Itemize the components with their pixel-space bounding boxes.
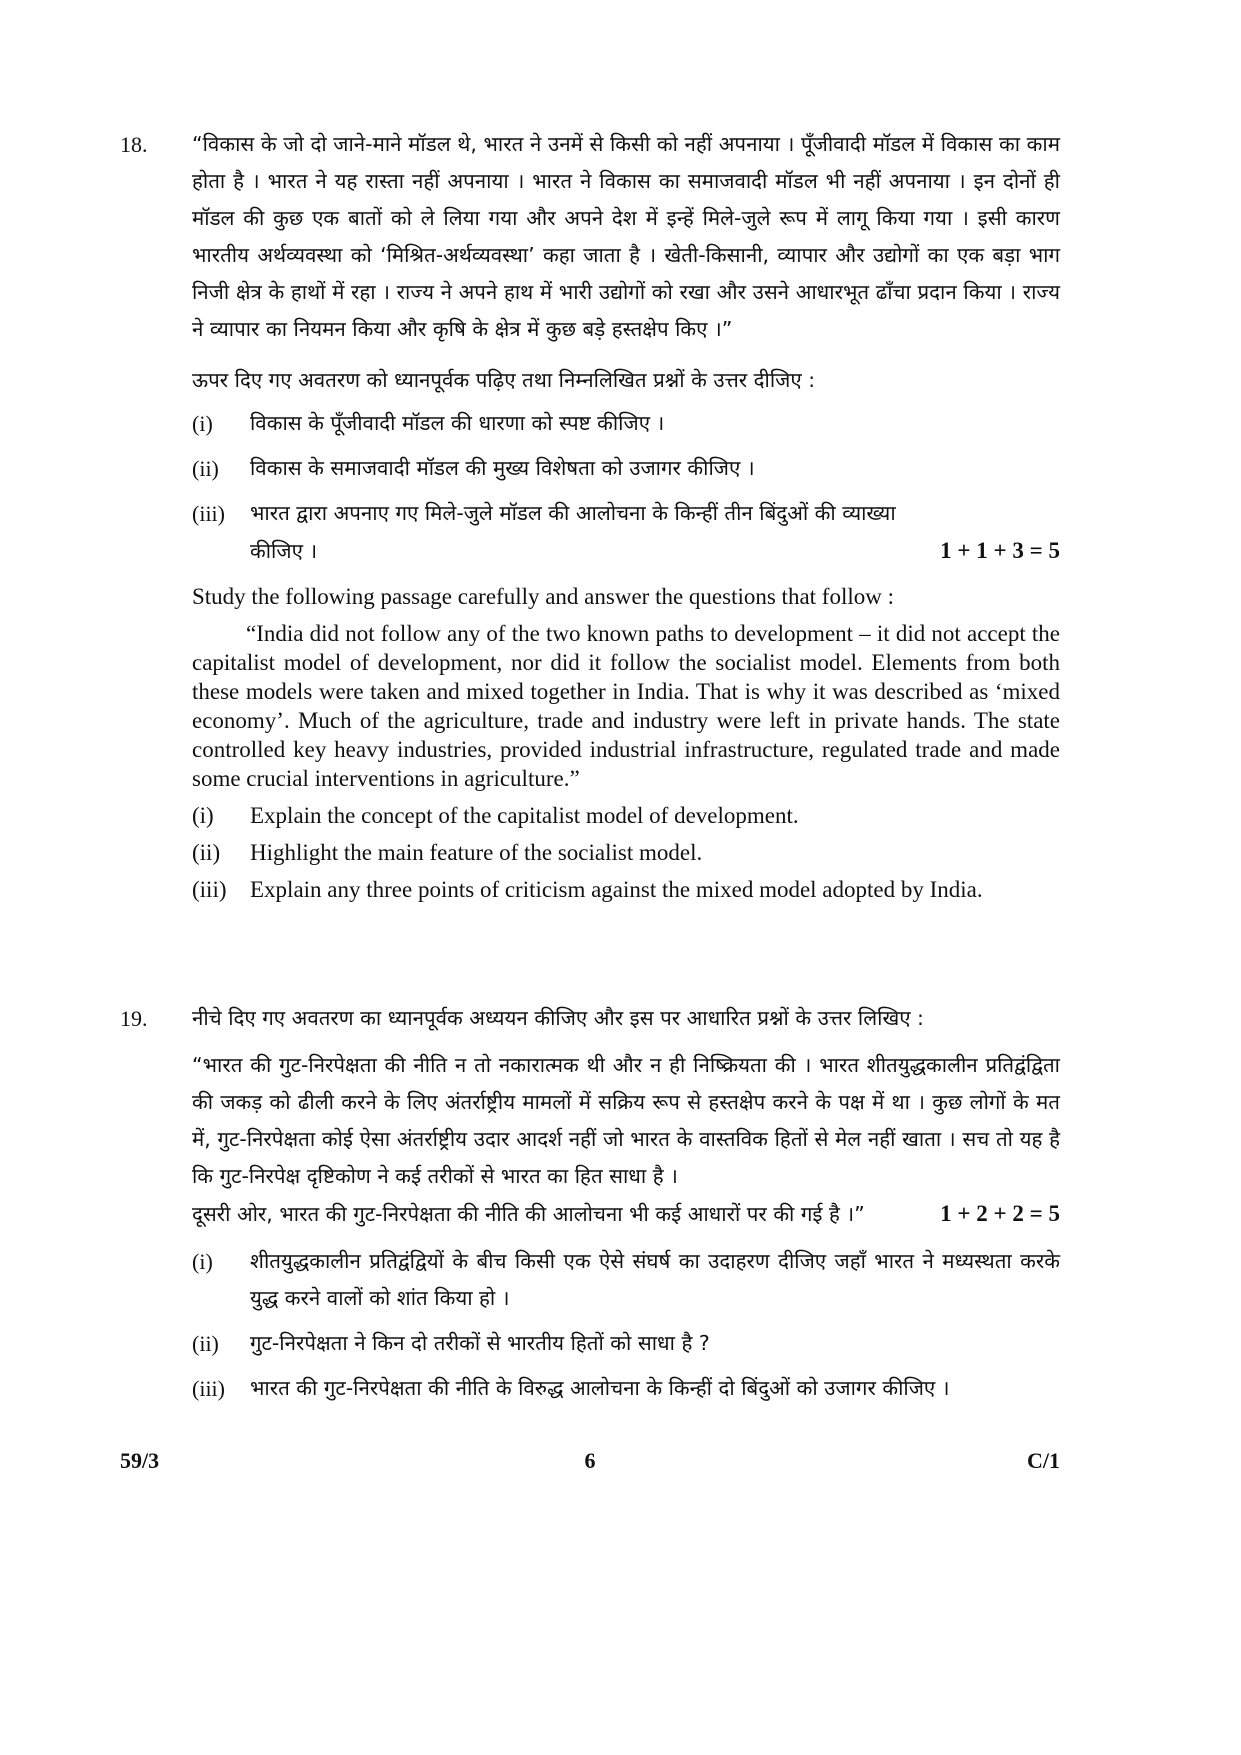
english-subquestion: [192, 838, 1060, 867]
subquestion-number: (iii): [192, 501, 225, 526]
marks-allocation: 1 + 1 + 3 = 5: [940, 538, 1060, 563]
subquestion-number: (i): [192, 803, 214, 828]
subquestion-text: शीतयुद्धकालीन प्रतिद्वंद्वियों के बीच किसी एक ऐसे संघर्ष का उदाहरण दीजिए जहाँ भारत ने मध्यस्थता करके युद्ध करने वालों को शांत किया हो ।: [250, 1249, 1060, 1310]
paper-code: 59/3: [120, 1448, 160, 1473]
subquestion-text: विकास के पूँजीवादी मॉडल की धारणा को स्पष्ट कीजिए ।: [250, 411, 665, 435]
page-footer: [120, 1448, 1060, 1478]
subquestion-text: भारत द्वारा अपनाए गए मिले-जुले मॉडल की आलोचना के किन्हीं तीन बिंदुओं की व्याख्या: [250, 501, 896, 525]
hindi-subquestion: [192, 450, 1060, 487]
question-19: [120, 1000, 1060, 1407]
subquestion-number: (ii): [192, 1331, 219, 1356]
hindi-passage-end: दूसरी ओर, भारत की गुट-निरपेक्षता की नीति की आलोचना भी कई आधारों पर की गई है ।”: [192, 1202, 865, 1226]
subquestion-number: (iii): [192, 1376, 225, 1401]
subquestion-number: (i): [192, 411, 213, 436]
hindi-subquestion: [192, 1243, 1060, 1317]
subquestion-text: Explain the concept of the capitalist model of development.: [250, 803, 799, 828]
hindi-passage: “भारत की गुट-निरपेक्षता की नीति न तो नकारात्मक थी और न ही निष्क्रियता की । भारत शीतयुद्धकालीन प्रतिद्वंद्विता की जकड़ को ढीली करने के लिए अंतर्राष्ट्रीय मामलों में सक्रिय रूप से हस्तक्षेप करने के पक्ष में था । कुछ लोगों के मत में, गुट-निरपेक्षता कोई ऐसा अंतर्राष्ट्रीय उदार आदर्श नहीं जो भारत के वास्तविक हितों से मेल नहीं खाता । सच तो यह है कि गुट-निरपेक्ष दृष्टिकोण ने कई तरीकों से भारत का हित साधा है ।: [192, 1053, 1060, 1188]
english-subquestion: [192, 875, 1060, 904]
hindi-subquestion: [192, 1325, 1060, 1362]
hindi-subquestion: [192, 405, 1060, 442]
subquestion-number: (i): [192, 1249, 213, 1274]
english-passage: “India did not follow any of the two known paths to development – it did not accept the capitalist model of development, nor did it follow the socialist model. Elements from both these models were taken and mixed together in India. That is why it was described as ‘mixed economy’. Much of the agriculture, trade and industry were left in private hands. The state controlled key heavy industries, provided industrial infrastructure, regulated trade and made some crucial interventions in agriculture.”: [192, 621, 1060, 791]
hindi-subquestion: [192, 495, 1060, 570]
subquestion-text: गुट-निरपेक्षता ने किन दो तरीकों से भारतीय हितों को साधा है ?: [250, 1331, 710, 1355]
question-number: 18.: [120, 132, 148, 157]
subquestion-text: विकास के समाजवादी मॉडल की मुख्य विशेषता को उजागर कीजिए ।: [250, 456, 755, 480]
english-subquestion: [192, 801, 1060, 830]
subquestion-text: भारत की गुट-निरपेक्षता की नीति के विरुद्ध आलोचना के किन्हीं दो बिंदुओं को उजागर कीजिए ।: [250, 1376, 950, 1400]
english-instruction: Study the following passage carefully and answer the questions that follow :: [192, 584, 894, 609]
question-number: 19.: [120, 1006, 148, 1031]
hindi-instruction: ऊपर दिए गए अवतरण को ध्यानपूर्वक पढ़िए तथा निम्नलिखित प्रश्नों के उत्तर दीजिए :: [192, 368, 816, 392]
marks-allocation: 1 + 2 + 2 = 5: [940, 1201, 1060, 1226]
hindi-instruction: नीचे दिए गए अवतरण का ध्यानपूर्वक अध्ययन कीजिए और इस पर आधारित प्रश्नों के उत्तर लिखिए :: [192, 1006, 924, 1030]
set-code: C/1: [1027, 1448, 1060, 1473]
hindi-passage: “विकास के जो दो जाने-माने मॉडल थे, भारत ने उनमें से किसी को नहीं अपनाया । पूँजीवादी मॉडल में विकास का काम होता है । भारत ने यह रास्ता नहीं अपनाया । भारत ने विकास का समाजवादी मॉडल भी नहीं अपनाया । इन दोनों ही मॉडल की कुछ एक बातों को ले लिया गया और अपने देश में इन्हें मिले-जुले रूप में लागू किया गया । इसी कारण भारतीय अर्थव्यवस्था को ‘मिश्रित-अर्थव्यवस्था’ कहा जाता है । खेती-किसानी, व्यापार और उद्योगों का एक बड़ा भाग निजी क्षेत्र के हाथों में रहा । राज्य ने अपने हाथ में भारी उद्योगों को रखा और उसने आधारभूत ढाँचा प्रदान किया । राज्य ने व्यापार का नियमन किया और कृषि के क्षेत्र में कुछ बड़े हस्तक्षेप किए ।”: [192, 132, 1060, 341]
subquestion-number: (iii): [192, 877, 227, 902]
subquestion-number: (ii): [192, 840, 221, 865]
subquestion-text: Explain any three points of criticism against the mixed model adopted by India.: [250, 877, 983, 902]
question-18: [120, 126, 1060, 904]
hindi-subquestion: [192, 1370, 1060, 1407]
subquestion-text-end: कीजिए ।: [250, 539, 318, 563]
subquestion-number: (ii): [192, 456, 219, 481]
page-number: 6: [584, 1448, 596, 1473]
subquestion-text: Highlight the main feature of the socialist model.: [250, 840, 703, 865]
